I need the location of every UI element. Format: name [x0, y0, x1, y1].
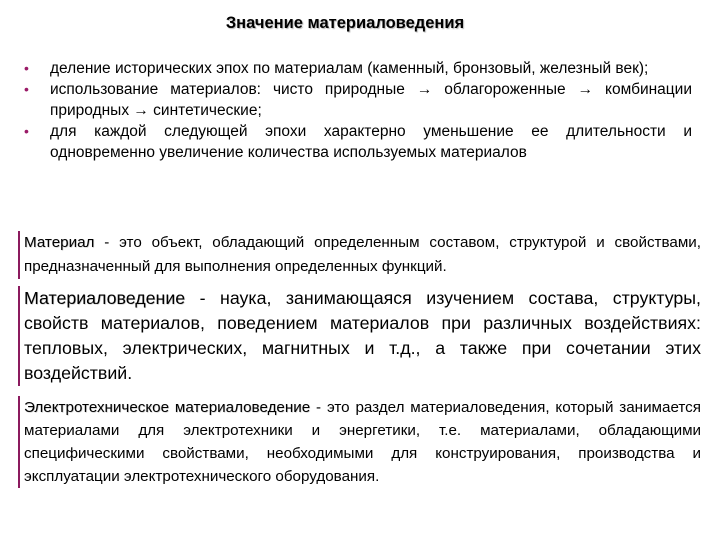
definition-materials-science	[18, 286, 701, 386]
bullet-text: деление исторических эпох по материалам (каменный, бронзовый, железный век);	[50, 60, 649, 77]
bullet-list	[24, 58, 692, 163]
definition-text: - это объект, обладающий определенным составом, структурой и свойствами, предназначенный для выполнения определенных функций.	[24, 234, 701, 275]
definition-term: Материал	[24, 234, 95, 251]
bullet-item	[24, 79, 692, 121]
definition-text: - наука, занимающаяся изучением состава, структуры, свойств материалов, поведением материалов при различных воздействиях: тепловых, электрических, магнитных и т.д., а также при сочетании этих воздействий.	[24, 288, 701, 383]
slide-title: Значение материаловедения	[225, 14, 465, 32]
definition-term: Электротехническое материаловедение	[24, 399, 311, 416]
bullet-text: использование материалов: чисто природные → облагороженные → комбинации природных → синтетические;	[50, 81, 692, 119]
bullet-marker-icon: •	[24, 60, 29, 76]
bullet-item	[24, 121, 692, 163]
definition-text: - это раздел материаловедения, который занимается материалами для электротехники и энергетики, т.е. материалами, обладающими специфическими свойствами, необходимыми для конструирования, производства и эксплуатации электротехнического оборудования.	[24, 399, 701, 485]
bullet-marker-icon: •	[24, 81, 29, 97]
definition-term: Материаловедение	[24, 288, 186, 308]
definition-material	[18, 231, 701, 279]
definition-electrotechnical-materials-science	[18, 396, 701, 488]
bullet-marker-icon: •	[24, 123, 29, 139]
bullet-item	[24, 58, 692, 79]
bullet-text: для каждой следующей эпохи характерно уменьшение ее длительности и одновременно увеличение количества используемых материалов	[50, 123, 692, 161]
